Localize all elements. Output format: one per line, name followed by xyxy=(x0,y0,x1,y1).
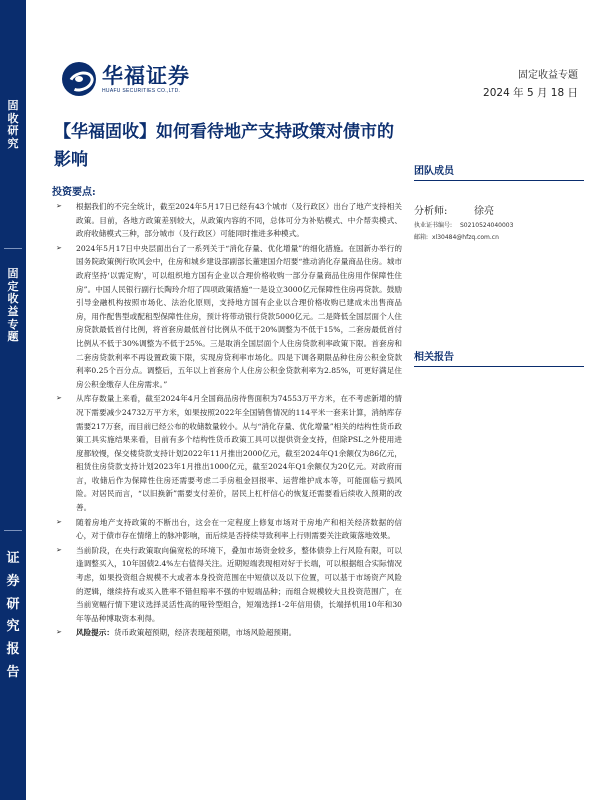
logo-chinese-name: 华福证券 xyxy=(102,62,190,88)
heading-underline xyxy=(414,180,584,181)
risk-warning-item xyxy=(52,626,402,640)
email-value[interactable]: xl30484@hfzq.com.cn xyxy=(432,234,499,241)
sidebar-char: 报 xyxy=(6,642,20,657)
report-meta xyxy=(483,68,578,102)
sidebar-char: 究 xyxy=(6,619,20,635)
arrow-bullet-icon: ➢ xyxy=(56,243,62,252)
sidebar-char: 收 xyxy=(7,292,19,306)
point-text: 从库存数量上来看，截至2024年4月全国商品房待售面积为74553万平方米，在不考虑新增的情况下需要减少24732万平方米，如果按照2022年全国销售情况的114平米一套来计算，消纳库存需要217万套，而目前已经公布的收储数量较小。从与“消化存量、优化增量”相关的结构性货币政策工具实施结果来看，目前有多个结构性货币政策工具可以提供资金支持，但除PSL之外使用进度都较慢，保交楼贷款支持计划2022年11月推出2000亿元，截至2024年Q1余额仅为86亿元，租赁住房贷款支持计划2023年1月推出1000亿元，截至2024年Q1余额仅为20亿元。对政府而言，收储后作为保障性住房还需要考虑二手房租金回报率、运营维护成本等，可能面临亏损风险。对居民而言，“以旧换新”需要支付差价，居民上杠杆信心的恢复还需要看后续收入预期的改善。 xyxy=(76,394,403,513)
sidebar-char: 证 xyxy=(6,551,20,566)
logo-mark-icon xyxy=(62,62,96,96)
sidebar-char: 定 xyxy=(7,279,19,293)
list-item xyxy=(52,516,402,543)
sidebar-char: 固 xyxy=(7,267,19,280)
point-text: 2024年5月17日中央层面出台了一系列关于“消化存量、优化增量”的细化措施。在国新办举行的国务院政策例行吹风会中，住房和城乡建设部副部长董建国介绍要“推动消化存量商品住房。城市政府坚持‘以需定购’，可以组织地方国有企业以合理价格收购一部分存量商品住房用作保障性住房”。中国人民银行副行长陶玲介绍了四项政策措施“一是设立3000亿元保障性住房再贷款。鼓励引导金融机构按照市场化、法治化原则，支持地方国有企业以合理价格收购已建成未出售商品房，用作配售型或配租型保障性住房，预计将带动银行贷款5000亿元。二是降低全国层面个人住房贷款最低首付比例，将首套房最低首付比例从不低于20%调整为不低于15%，二套房最低首付比例从不低于30%调整为不低于25%。三是取消全国层面个人住房贷款利率政策下限。首套房和二套房贷款利率不再设置政策下限，实现房贷利率市场化。四是下调各期限品种住房公积金贷款利率0.25个百分点。调整后，五年以上首套房个人住房公积金贷款利率为2.85%，可更好满足住房公积金缴存人住房需求。” xyxy=(76,243,402,389)
risk-text: 货币政策超预期，经济表现超预期，市场风险超预期。 xyxy=(113,628,297,638)
sidebar-label-fixed-income-topic xyxy=(0,268,26,344)
cert-label: 执业证书编号: xyxy=(414,222,453,229)
point-text: 当前阶段，在央行政策取向偏宽松的环境下，叠加市场资金较多，整体债券上行风险有限，可以逢调整买入，10年国债2.4%左右值得关注。近期短端表现相对好于长端，可以根据组合实际情况考虑，如果投资组合规模不大或者本身投资范围在中短债以及以下位置，可以基于市场资产风险的逻辑，继续持有或买入胜率不错但赔率不强的中短端品种；而组合规模较大且投资范围广，在当前宽幅行情下建议选择灵活性高的哑铃型组合，短端选择1-2年信用债，长端择机用10年和30年等品种博取资本利得。 xyxy=(76,545,402,623)
related-heading-label: 相关报告 xyxy=(414,352,454,363)
arrow-bullet-icon: ➢ xyxy=(56,517,62,526)
sidebar-char: 研 xyxy=(7,124,19,138)
logo-english-name: HUAFU SECURITIES CO.,LTD. xyxy=(102,87,181,94)
arrow-bullet-icon: ➢ xyxy=(56,545,62,554)
risk-label: 风险提示： xyxy=(76,628,114,638)
points-list xyxy=(52,200,402,640)
sidebar-label-securities-report xyxy=(0,548,26,685)
sidebar-char: 收 xyxy=(7,111,19,125)
sidebar-divider xyxy=(4,530,22,531)
sidebar-char: 题 xyxy=(7,330,19,344)
report-date: 2024 年 5 月 18 日 xyxy=(483,87,578,99)
investment-points-section xyxy=(52,186,402,641)
sidebar-char: 究 xyxy=(7,136,19,150)
points-title: 投资要点: xyxy=(52,187,96,198)
point-text: 根据我们的不完全统计，截至2024年5月17日已经有43个城市（及行政区）出台了地产支持相关政策。目前，各地方政策差别较大，从政策内容的不同，总体可分为补贴模式、中介帮卖模式、政府收储模式三种，部分城市（及行政区）可能同时推进多种模式。 xyxy=(76,202,402,239)
heading-underline xyxy=(414,366,584,367)
sidebar-divider xyxy=(4,248,22,249)
report-type: 固定收益专题 xyxy=(518,70,578,81)
cert-value: S0210524040003 xyxy=(460,222,514,229)
arrow-bullet-icon: ➢ xyxy=(56,628,62,637)
sidebar-char: 固 xyxy=(7,99,19,112)
report-title: 【华福固收】如何看待地产支持政策对债市的影响 xyxy=(54,122,394,170)
sidebar-char: 券 xyxy=(6,573,20,589)
arrow-bullet-icon: ➢ xyxy=(56,394,62,403)
email-label: 邮箱: xyxy=(414,234,429,241)
team-heading-label: 团队成员 xyxy=(414,166,454,177)
sidebar-char: 研 xyxy=(6,596,20,612)
list-item xyxy=(52,392,402,514)
list-item xyxy=(52,544,402,626)
sidebar-label-fixed-income-research xyxy=(0,100,26,151)
analyst-name: 徐亮 xyxy=(474,206,494,217)
point-text: 随着房地产支持政策的不断出台，这会在一定程度上修复市场对于房地产和相关经济数据的信心，对于债市存在情绪上的脉冲影响，而后续是否持续导致利率上行则需要关注政策落地效果。 xyxy=(76,517,402,541)
analyst-card xyxy=(414,204,584,244)
arrow-bullet-icon: ➢ xyxy=(56,202,62,210)
sidebar-char: 告 xyxy=(6,664,20,680)
left-sidebar xyxy=(0,0,26,800)
analyst-label: 分析师: xyxy=(414,206,448,217)
list-item xyxy=(52,200,402,241)
team-section-heading xyxy=(414,164,584,181)
sidebar-char: 专 xyxy=(7,317,19,331)
company-logo xyxy=(62,62,190,96)
list-item xyxy=(52,242,402,392)
sidebar-char: 益 xyxy=(7,304,19,318)
related-reports-heading xyxy=(414,350,584,367)
